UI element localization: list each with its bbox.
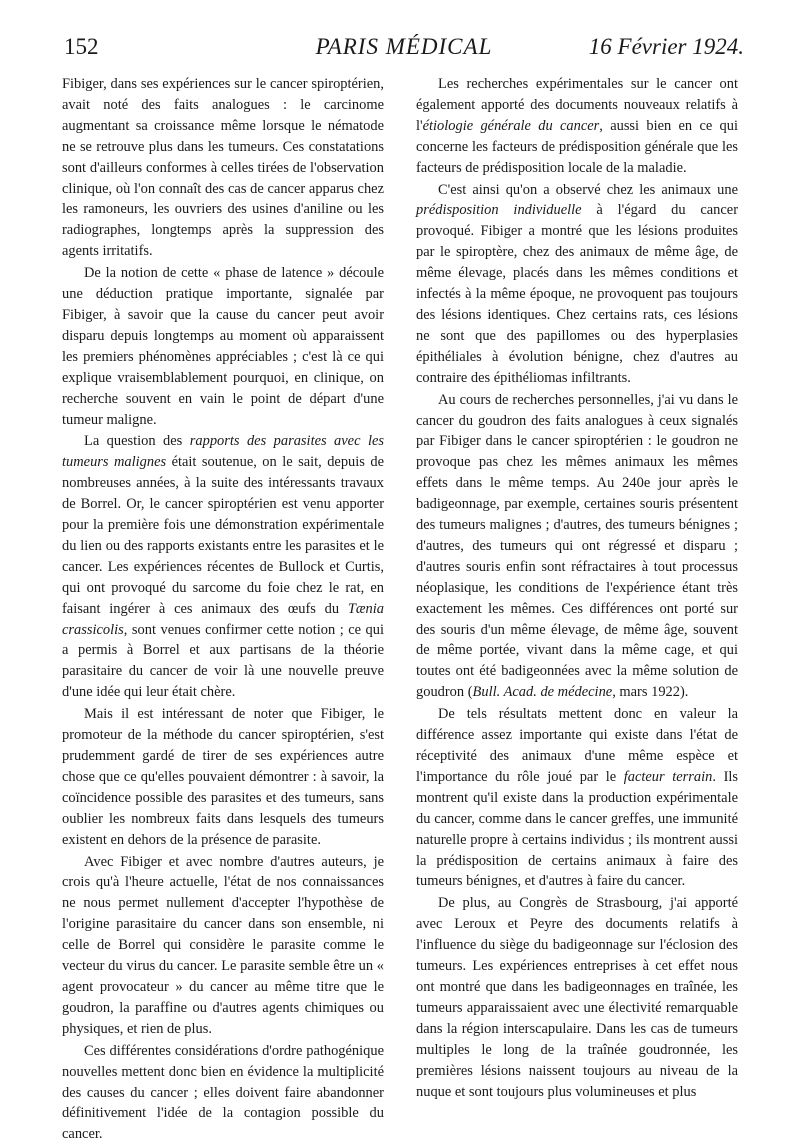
paragraph: De plus, au Congrès de Strasbourg, j'ai apporté avec Leroux et Peyre des documents relatifs à l'influence du siège du badigeonnage sur l'éclosion des tumeurs. Les expériences entreprises à cet effet nous ont montré que dans les badigeonnages en traînée, les tumeurs apparaissaient avec une électivité remarquable dans la région interscapulaire. Dans les cas de tumeurs multiples le long de la traînée goudronnée, les premières lésions naissent toujours au niveau de la nuque et sont toujours plus volumineuses et plus: [416, 895, 738, 1100]
emphasis: Tænia crassicolis: [62, 600, 384, 638]
right-column: [416, 74, 738, 1103]
paragraph: Mais il est intéressant de noter que Fibiger, le promoteur de la méthode du cancer spiroptérien, s'est prudemment gardé de tirer de ses expériences autre chose que ce qu'elles pouvaient démontrer : à savoir, la coïncidence possible des parasites et des tumeurs, sans oublier les nombreux faits dans lesquels des tumeurs existent en dehors de la présence de parasite.: [62, 706, 384, 848]
paragraph: Avec Fibiger et avec nombre d'autres auteurs, je crois qu'à l'heure actuelle, l'état de nos connaissances ne nous permet nullement d'accepter l'hypothèse de l'origine parasitaire du cancer dans son ensemble, ni celle de Borrel qui considère le parasite comme le vecteur du virus du cancer. Le parasite semble être un « agent provocateur » du cancer au même titre que le goudron, la paraffine ou d'autres agents chimiques ou physiques, et rien de plus.: [62, 853, 384, 1037]
emphasis: Bull. Acad. de médecine: [472, 684, 613, 701]
paragraph: De tels résultats mettent donc en valeur la différence assez importante qui existe dans l'état de réceptivité des animaux d'une même espèce et l'importance du rôle joué par le facteur terrain. Ils montrent qu'il existe dans la production expérimentale du cancer, comme dans le cancer greffes, une immunité naturelle propre à certains individus ; ils montrent aussi la prédisposition de certains animaux à faire des tumeurs bénignes, et d'autres à faire du cancer.: [416, 706, 739, 890]
emphasis: facteur terrain: [623, 768, 713, 785]
page-header: [64, 34, 744, 68]
issue-date: 16 Février 1924.: [588, 34, 744, 59]
paragraph: La question des rapports des parasites avec les tumeurs malignes était soutenue, on le sait, depuis de nombreuses années, à la suite des intéressants travaux de Borrel. Or, le cancer spiroptérien est venu apporter pour la première fois une démonstration expérimentale du lien ou des rapports existants entre les parasites et le cancer. Les expériences récentes de Bullock et Curtis, qui ont provoqué du sarcome du foie chez le rat, en faisant ingérer à ces animaux des œufs du Tænia crassicolis, sont venues confirmer cette notion ; ce qui a permis à Borrel et aux partisans de la théorie parasitaire du cancer de voir là une nouvelle preuve d'une idée qui leur était chère.: [62, 433, 384, 701]
page-number: 152: [64, 34, 99, 59]
emphasis: étiologie générale du cancer: [422, 117, 600, 134]
emphasis: rapports des parasites avec les tumeurs malignes: [62, 433, 384, 471]
paragraph: Au cours de recherches personnelles, j'ai vu dans le cancer du goudron des faits analogues à ceux signalés par Fibiger dans le cancer spiroptérien : le goudron ne provoque pas chez les mêmes animaux les mêmes effets dans le même temps. Au 240e jour après le badigeonnage, par exemple, certaines souris présentent des tumeurs malignes ; d'autres, des tumeurs bénignes ; d'autres, des tumeurs qui ont régressé et disparu ; d'autres souris enfin sont réfractaires à tout processus néoplasique, les conditions de l'expérience étant très exactement les mêmes. Ces différences ont porté sur des souris d'un même élevage, de même âge, souvent de même portée, vivant dans la même cage, et qui toutes ont été badigeonnées avec la même solution de goudron (Bull. Acad. de médecine, mars 1922).: [416, 391, 738, 701]
paragraph: C'est ainsi qu'on a observé chez les animaux une prédisposition individuelle à l'égard du cancer provoqué. Fibiger a montré que les lésions produites par le spiroptère, chez des animaux de même âge, de même élevage, placés dans les mêmes conditions et infectés à la même époque, ne provoquent pas toujours des lésions identiques. Chez certains rats, ces lésions ne sont que des papillomes ou des hyperplasies épithéliales à évolution bénigne, chez d'autres au contraire des épithéliomas infiltrants.: [416, 181, 738, 386]
paragraph: De la notion de cette « phase de latence » découle une déduction pratique importante, signalée par Fibiger, à savoir que la cause du cancer peut avoir disparu depuis longtemps au moment où apparaissent les premiers phénomènes appréciables ; c'est là ce qui explique vraisemblablement pourquoi, en clinique, on recherche souvent en vain le point de départ d'une tumeur maligne.: [62, 265, 384, 428]
paragraph: Ces différentes considérations d'ordre pathogénique nouvelles mettent donc bien en évidence la multiplicité des causes du cancer ; elles doivent faire abandonner définitivement l'idée de la contagion possible du cancer.: [62, 1042, 384, 1143]
paragraph: Les recherches expérimentales sur le cancer ont également apporté des documents nouveaux relatifs à l'étiologie générale du cancer, aussi bien en ce qui concerne les facteurs de prédisposition générale que les facteurs de prédisposition locale de la maladie.: [416, 76, 739, 176]
journal-title: PARIS MÉDICAL: [315, 34, 493, 59]
left-column: [62, 74, 384, 1146]
paragraph: Fibiger, dans ses expériences sur le cancer spiroptérien, avait noté des faits analogues : le carcinome augmentant sa croissance même lorsque le nématode ne se retrouve plus dans les tumeurs. Ces constatations sont d'ailleurs conformes à celles tirées de l'observation clinique, où l'on connaît des cas de cancer apparus chez les ramoneurs, les ouvriers des usines d'aniline ou les radiographes, longtemps après la suppression des agents irritatifs.: [62, 76, 384, 260]
emphasis: prédisposition individuelle: [416, 202, 582, 219]
